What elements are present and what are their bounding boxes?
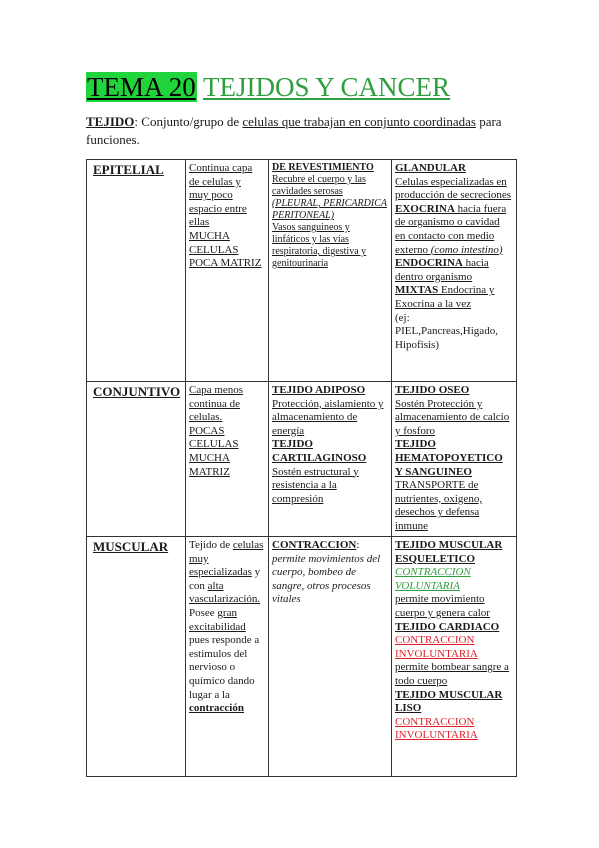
cell-title: ENDOCRINA bbox=[395, 257, 463, 270]
cell-desc bbox=[186, 160, 269, 382]
cell-text: Sostén Protección y almacenamiento de calcio y fosforo bbox=[395, 397, 510, 437]
desc-text: pues responde a estimulos del nervioso o químico dando lugar a la bbox=[189, 634, 260, 701]
cell-adiposo bbox=[269, 382, 392, 537]
cell-title: DE REVESTIMIENTO bbox=[272, 162, 374, 173]
cell-text: permite bombear sangre a todo cuerpo bbox=[395, 661, 509, 687]
cell-text: Protección, aislamiento y almacenamiento de energía bbox=[272, 397, 384, 437]
tissue-table bbox=[86, 159, 517, 777]
desc-text: Posee bbox=[189, 606, 218, 619]
cell-revestimiento bbox=[269, 160, 392, 382]
cell-text: Recubre el cuerpo y las cavidades serosas bbox=[272, 174, 366, 197]
desc-text: gran excitabilidad bbox=[189, 606, 246, 633]
intro-linked: celulas que trabajan en conjunto coordinadas bbox=[242, 114, 476, 129]
cell-title: MIXTAS bbox=[395, 284, 439, 297]
desc-text: contracción bbox=[189, 702, 244, 715]
intro-paragraph bbox=[86, 113, 516, 149]
cell-title: TEJIDO CARDIACO bbox=[395, 620, 500, 633]
cell-text: (ej: PIEL,Pancreas,Higado, Hipofisis) bbox=[395, 311, 498, 351]
cell-text: permite movimiento cuerpo y genera calor bbox=[395, 593, 490, 619]
cell-text: hacia fuera de organismo o cavidad en contacto con medio externo bbox=[395, 202, 507, 256]
cell-muscle-types bbox=[392, 537, 517, 777]
cell-glandular bbox=[392, 160, 517, 382]
cell-desc bbox=[186, 382, 269, 537]
cell-text: Celulas especializadas en producción de secreciones bbox=[395, 175, 512, 202]
desc-line: MUCHA CELULAS bbox=[189, 229, 239, 256]
cell-text: : bbox=[356, 539, 360, 551]
cell-text: CONTRACCION INVOLUNTARIA bbox=[395, 634, 478, 660]
desc-line: MUCHA MATRIZ bbox=[189, 451, 230, 478]
cell-title: CONTRACCION bbox=[272, 539, 357, 551]
row-head-conjuntivo: CONJUNTIVO bbox=[87, 382, 186, 537]
cell-text: Vasos sanguineos y linfáticos y las vías respiratoria, digestiva y genitourinaria bbox=[272, 222, 367, 269]
cell-text: Endocrina y Exocrina a la vez bbox=[395, 284, 495, 310]
cell-text: hacia dentro organismo bbox=[395, 257, 489, 283]
desc-line: Capa menos continua de celulas. bbox=[189, 384, 244, 424]
cell-title: TEJIDO CARTILAGINOSO bbox=[272, 438, 367, 464]
desc-line: POCA MATRIZ bbox=[189, 257, 262, 270]
table-row bbox=[87, 537, 517, 777]
desc-line: POCAS CELULAS bbox=[189, 424, 239, 451]
cell-text: Sostén estructural y resistencia a la compresión bbox=[272, 465, 359, 505]
cell-oseo bbox=[392, 382, 517, 537]
table-row bbox=[87, 160, 517, 382]
cell-title: TEJIDO MUSCULAR ESQUELETICO bbox=[395, 539, 503, 565]
desc-text: alta vascularización. bbox=[189, 579, 261, 606]
cell-title: GLANDULAR bbox=[395, 162, 466, 174]
title-number: TEMA 20 bbox=[87, 72, 196, 102]
cell-title: TEJIDO OSEO bbox=[395, 384, 470, 396]
row-head-muscular: MUSCULAR bbox=[87, 537, 186, 777]
desc-line: Continua capa de celulas y bbox=[189, 162, 253, 188]
intro-tail: para funciones. bbox=[86, 114, 502, 147]
cell-title: TEJIDO HEMATOPOYETICO Y SANGUINEO bbox=[395, 438, 503, 478]
cell-title: TEJIDO MUSCULAR LISO bbox=[395, 688, 503, 715]
desc-line: muy poco espacio entre ellas bbox=[189, 189, 247, 229]
cell-text: permite movimientos del cuerpo, bombeo de sangre, otros procesos vitales bbox=[272, 552, 381, 606]
intro-sep: : Conjunto/grupo de bbox=[134, 114, 243, 129]
title-text: TEJIDOS Y CANCER bbox=[203, 72, 451, 102]
desc-text: Tejido de bbox=[189, 539, 233, 551]
cell-title: EXOCRINA bbox=[395, 202, 455, 215]
cell-text: CONTRACCION VOLUNTARIA bbox=[395, 566, 471, 592]
cell-text: CONTRACCION INVOLUNTARIA bbox=[395, 715, 478, 742]
cell-text: TRANSPORTE de nutrientes, oxigeno, desechos y defensa inmune bbox=[395, 479, 483, 532]
cell-title: TEJIDO ADIPOSO bbox=[272, 384, 366, 396]
cell-text: (como intestino) bbox=[430, 243, 503, 256]
cell-text: (PLEURAL, PERICARDICA PERITONEAL) bbox=[272, 198, 387, 221]
table-row bbox=[87, 382, 517, 537]
row-head-epitelial: EPITELIAL bbox=[87, 160, 186, 382]
cell-desc bbox=[186, 537, 269, 777]
desc-text: y con bbox=[189, 566, 261, 592]
page-title bbox=[86, 70, 450, 104]
intro-term: TEJIDO bbox=[86, 114, 135, 129]
cell-contraccion bbox=[269, 537, 392, 777]
desc-text: celulas muy especializadas bbox=[189, 539, 264, 579]
